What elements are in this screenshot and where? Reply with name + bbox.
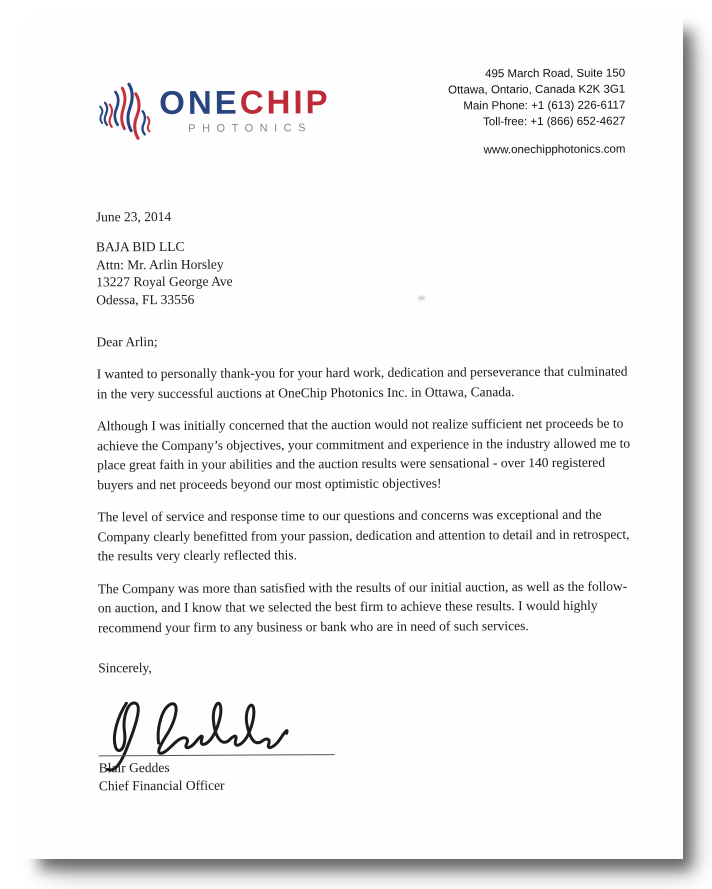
recipient-street: 13227 Royal George Ave bbox=[96, 273, 233, 290]
brand-wordmark bbox=[159, 83, 331, 122]
contact-address-line1: 495 March Road, Suite 150 bbox=[485, 67, 626, 81]
paragraph-4: The Company was more than satisfied with the results of our initial auction, as well as the follow-on auction, and I know that we selected the best firm to achieve these results. I would highly recommend your firm to any business or bank who are in need of such services. bbox=[97, 578, 628, 635]
brand-one-text: ONE bbox=[159, 83, 240, 122]
contact-phone: Main Phone: +1 (613) 226-6117 bbox=[463, 99, 626, 113]
recipient-company: BAJA BID LLC bbox=[95, 238, 185, 255]
recipient-citystate: Odessa, FL 33556 bbox=[96, 291, 195, 307]
contact-block bbox=[448, 66, 626, 159]
brand-chip-text: CHIP bbox=[239, 83, 331, 121]
scan-speck bbox=[418, 296, 425, 300]
onechip-logo bbox=[95, 73, 331, 154]
salutation: Dear Arlin; bbox=[96, 334, 158, 350]
letter-content bbox=[24, 13, 685, 860]
brand-subtitle: PHOTONICS bbox=[188, 122, 312, 135]
signer-block bbox=[99, 759, 225, 795]
paragraph-2: Although I was initially concerned that the auction would not realize sufficient net proceeds be to achieve the Company’s objectives, your commitment and experience in the industry allowed me to place great faith in your abilities and the auction results were sensational - over 140 registered buyers and net proceeds beyond our most optimistic objectives! bbox=[96, 415, 631, 492]
signer-name: Blair Geddes bbox=[98, 759, 170, 776]
paragraph-3: The level of service and response time to our questions and concerns was exceptional and the Company clearly benefitted from your passion, dedication and attention to detail and in retrospect, the results very clearly reflected this. bbox=[97, 506, 630, 564]
wave-lines-icon bbox=[95, 74, 153, 154]
recipient-attn: Attn: Mr. Arlin Horsley bbox=[96, 256, 224, 272]
signer-title: Chief Financial Officer bbox=[98, 777, 225, 793]
closing: Sincerely, bbox=[98, 660, 152, 676]
contact-tollfree: Toll-free: +1 (866) 652-4627 bbox=[483, 115, 626, 129]
signature-block bbox=[98, 682, 399, 794]
recipient-block bbox=[96, 236, 626, 309]
letterhead bbox=[95, 64, 625, 161]
letter-page bbox=[26, 15, 683, 859]
paragraph-1: I wanted to personally thank-you for your hard work, dedication and perseverance that culminated in the very successful auctions at OneChip Photonics Inc. in Ottawa, Canada. bbox=[96, 363, 628, 401]
letter-date: June 23, 2014 bbox=[95, 208, 172, 225]
contact-address-line2: Ottawa, Ontario, Canada K2K 3G1 bbox=[448, 83, 626, 97]
contact-website: www.onechipphotonics.com bbox=[483, 143, 626, 157]
logo-text bbox=[159, 85, 331, 135]
